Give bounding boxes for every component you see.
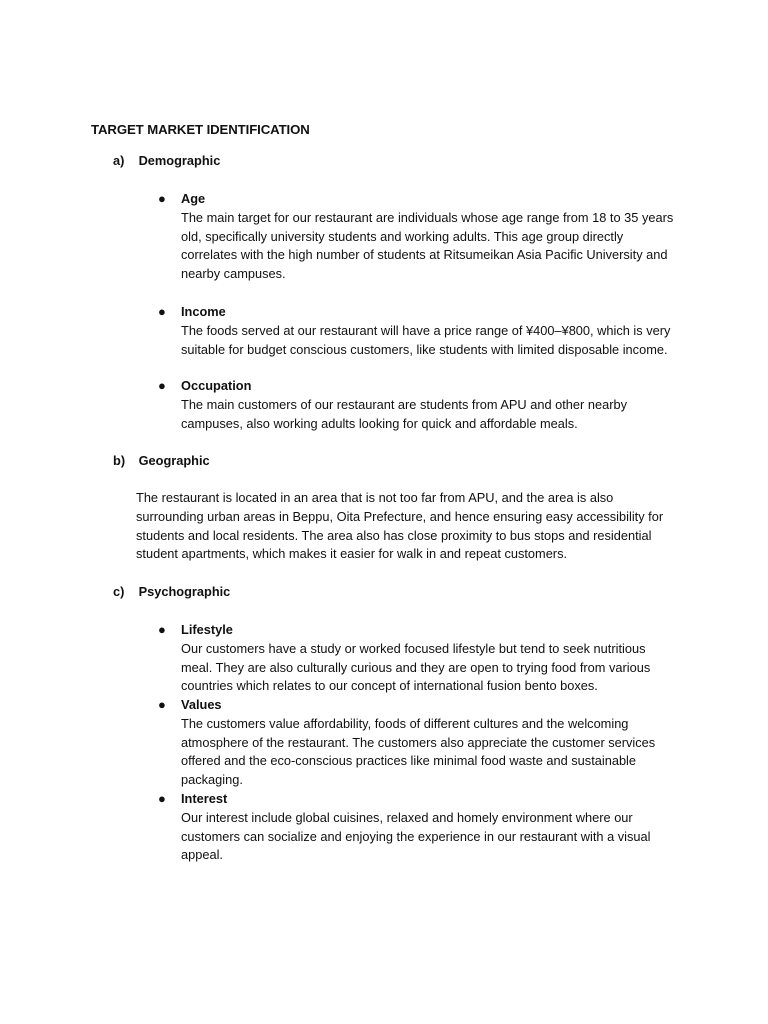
- section-heading-label: Geographic: [138, 453, 210, 468]
- bullet-label: Interest: [181, 791, 228, 806]
- list-item-values: [158, 696, 678, 790]
- bullet-label: Lifestyle: [181, 622, 233, 637]
- bullet-label: Values: [181, 697, 222, 712]
- document-title: TARGET MARKET IDENTIFICATION: [91, 122, 310, 137]
- bullet-text: The foods served at our restaurant will have a price range of ¥400–¥800, which is very suitable for budget conscious customers, like students with limited disposable income.: [181, 322, 671, 357]
- bullet-icon: ●: [158, 697, 166, 712]
- bullet-text: The main target for our restaurant are individuals whose age range from 18 to 35 years old, specifically university students and working adults. This age group directly correlates with the high number of students at Ritsumeikan Asia Pacific University and nearby campuses.: [181, 209, 674, 282]
- bullet-icon: ●: [158, 191, 166, 206]
- section-heading-geographic: [113, 453, 210, 468]
- list-item-lifestyle: [158, 621, 678, 696]
- bullet-text: The customers value affordability, foods of different cultures and the welcoming atmosphere of the restaurant. The customers also appreciate the customer services offered and the eco-conscious practices like minimal food waste and sustainable packaging.: [181, 715, 656, 788]
- bullet-text: Our customers have a study or worked focused lifestyle but tend to seek nutritious meal. They are also culturally curious and they are open to trying food from various countries which relates to our concept of international fusion bento boxes.: [181, 640, 651, 694]
- section-heading-demographic: [113, 153, 220, 168]
- list-item-income: [158, 303, 678, 359]
- bullet-label: Income: [181, 304, 226, 319]
- list-item-age: [158, 190, 678, 284]
- bullet-label: Age: [181, 191, 206, 206]
- section-heading-label: Demographic: [138, 153, 221, 168]
- section-heading-label: Psychographic: [138, 584, 231, 599]
- section-marker: b): [113, 453, 126, 468]
- section-heading-psychographic: [113, 584, 230, 599]
- bullet-label: Occupation: [181, 378, 252, 393]
- geographic-paragraph: The restaurant is located in an area that is not too far from APU, and the area is also surrounding urban areas in Beppu, Oita Prefecture, and hence ensuring easy accessibility for students and local residents. The area also has close proximity to bus stops and residential student apartments, which makes it easier for walk in and repeat customers.: [136, 490, 664, 562]
- section-marker: a): [113, 153, 125, 168]
- bullet-icon: ●: [158, 304, 166, 319]
- bullet-text: The main customers of our restaurant are students from APU and other nearby campuses, also working adults looking for quick and affordable meals.: [181, 396, 627, 431]
- list-item-interest: [158, 790, 678, 865]
- bullet-icon: ●: [158, 378, 166, 393]
- bullet-text: Our interest include global cuisines, relaxed and homely environment where our customers can socialize and enjoying the experience in our restaurant with a visual appeal.: [181, 809, 651, 863]
- section-marker: c): [113, 584, 125, 599]
- list-item-occupation: [158, 377, 678, 433]
- bullet-icon: ●: [158, 791, 166, 806]
- bullet-icon: ●: [158, 622, 166, 637]
